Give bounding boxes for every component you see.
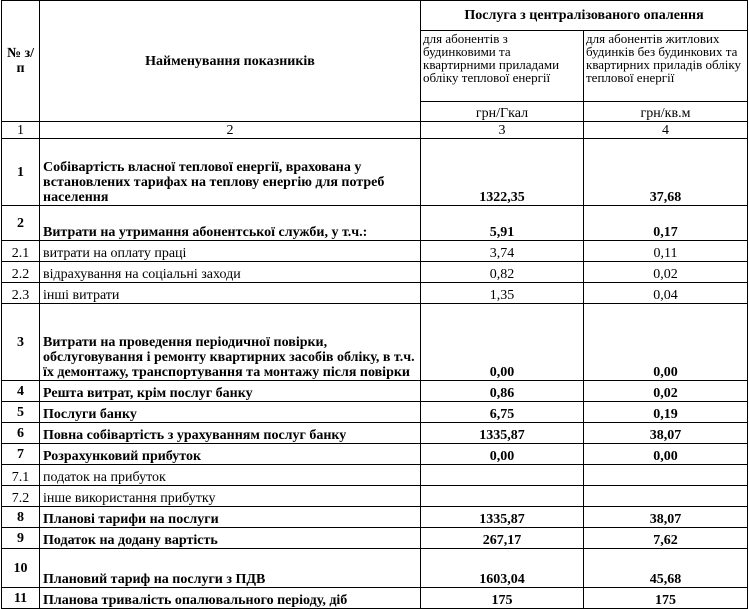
col-num-1: 1 (2, 122, 40, 139)
table-body (2, 139, 748, 609)
col-num-4: 4 (584, 122, 748, 139)
row-cell-a: 6,75 (421, 402, 584, 423)
table-row (2, 283, 748, 304)
row-cell-a: 175 (421, 588, 584, 609)
table-row (2, 139, 748, 206)
row-cell-num: 1 (2, 139, 40, 206)
row-cell-name: Решта витрат, крім послуг банку (40, 381, 421, 402)
table-row (2, 262, 748, 283)
row-cell-b: 0,02 (584, 381, 748, 402)
row-cell-a: 0,00 (421, 444, 584, 465)
table-row (2, 588, 748, 609)
row-cell-a: 0,82 (421, 262, 584, 283)
row-cell-b: 0,00 (584, 304, 748, 381)
table-row (2, 549, 748, 588)
row-cell-num: 10 (2, 549, 40, 588)
row-cell-name: Послуги банку (40, 402, 421, 423)
header-service: Послуга з централізованого опалення (421, 1, 748, 31)
header-sub-b (584, 31, 748, 102)
row-cell-num: 6 (2, 423, 40, 444)
row-cell-a: 0,00 (421, 304, 584, 381)
row-cell-b: 0,19 (584, 402, 748, 423)
table-row (2, 402, 748, 423)
col-num-2: 2 (40, 122, 421, 139)
row-cell-num: 2 (2, 206, 40, 241)
row-cell-num: 2.3 (2, 283, 40, 304)
row-cell-b: 0,00 (584, 444, 748, 465)
header-sub-a-text: для абонентів з будинковими та квартирними приладами обліку теплової енергії (423, 32, 560, 85)
tariff-table (1, 0, 748, 609)
row-cell-name: інші витрати (40, 283, 421, 304)
row-cell-num: 3 (2, 304, 40, 381)
table-row (2, 444, 748, 465)
row-cell-name: Собівартість власної теплової енергії, врахована у встановлених тарифах на теплову енергію для потреб населення (40, 139, 421, 206)
header-num: № з/п (2, 1, 40, 122)
row-cell-num: 5 (2, 402, 40, 423)
row-cell-b (584, 465, 748, 486)
table-row (2, 241, 748, 262)
row-cell-name: Планова тривалість опалювального періоду, діб (40, 588, 421, 609)
row-cell-name: Витрати на утримання абонентської служби, у т.ч.: (40, 206, 421, 241)
row-cell-a: 0,86 (421, 381, 584, 402)
row-cell-name: Повна собівартість з урахуванням послуг банку (40, 423, 421, 444)
row-cell-num: 2.1 (2, 241, 40, 262)
row-cell-b: 0,02 (584, 262, 748, 283)
row-cell-name: інше використання прибутку (40, 486, 421, 507)
row-cell-a: 5,91 (421, 206, 584, 241)
row-cell-name: витрати на оплату праці (40, 241, 421, 262)
table-row (2, 423, 748, 444)
col-num-3: 3 (421, 122, 584, 139)
row-cell-a: 1335,87 (421, 423, 584, 444)
row-cell-b: 0,11 (584, 241, 748, 262)
row-cell-num: 2.2 (2, 262, 40, 283)
row-cell-num: 7.2 (2, 486, 40, 507)
row-cell-name: податок на прибуток (40, 465, 421, 486)
row-cell-b: 175 (584, 588, 748, 609)
row-cell-a: 1335,87 (421, 507, 584, 528)
header-name: Найменування показників (40, 1, 421, 122)
row-cell-num: 11 (2, 588, 40, 609)
row-cell-num: 9 (2, 528, 40, 549)
row-cell-num: 8 (2, 507, 40, 528)
row-cell-name: Витрати на проведення періодичної повірки, обслуговування і ремонту квартирних засобів обліку, в т.ч. їх демонтажу, транспортування та монтажу після повірки (40, 304, 421, 381)
row-cell-b: 45,68 (584, 549, 748, 588)
header-unit-b: грн/кв.м (584, 102, 748, 122)
table-row (2, 206, 748, 241)
row-cell-a: 3,74 (421, 241, 584, 262)
row-cell-name: Планові тарифи на послуги (40, 507, 421, 528)
row-cell-a (421, 486, 584, 507)
row-cell-name: Плановий тариф на послуги з ПДВ (40, 549, 421, 588)
row-cell-b: 38,07 (584, 507, 748, 528)
row-cell-num: 7.1 (2, 465, 40, 486)
row-cell-b: 0,17 (584, 206, 748, 241)
row-cell-a: 267,17 (421, 528, 584, 549)
table-row (2, 507, 748, 528)
header-sub-b-text: для абонентів житлових будинків без будинкових та квартирних приладів обліку теплової енергії (586, 32, 741, 85)
header-sub-a (421, 31, 584, 102)
row-cell-b: 0,04 (584, 283, 748, 304)
row-cell-name: Розрахунковий прибуток (40, 444, 421, 465)
row-cell-b: 37,68 (584, 139, 748, 206)
row-cell-b: 7,62 (584, 528, 748, 549)
table-row (2, 304, 748, 381)
header-unit-a: грн/Гкал (421, 102, 584, 122)
row-cell-a (421, 465, 584, 486)
table-row (2, 381, 748, 402)
table-row (2, 486, 748, 507)
row-cell-a: 1603,04 (421, 549, 584, 588)
row-cell-num: 7 (2, 444, 40, 465)
row-cell-name: Податок на додану вартість (40, 528, 421, 549)
row-cell-a: 1,35 (421, 283, 584, 304)
row-cell-a: 1322,35 (421, 139, 584, 206)
row-cell-name: відрахування на соціальні заходи (40, 262, 421, 283)
row-cell-b (584, 486, 748, 507)
table-row (2, 528, 748, 549)
table-row (2, 465, 748, 486)
row-cell-b: 38,07 (584, 423, 748, 444)
row-cell-num: 4 (2, 381, 40, 402)
